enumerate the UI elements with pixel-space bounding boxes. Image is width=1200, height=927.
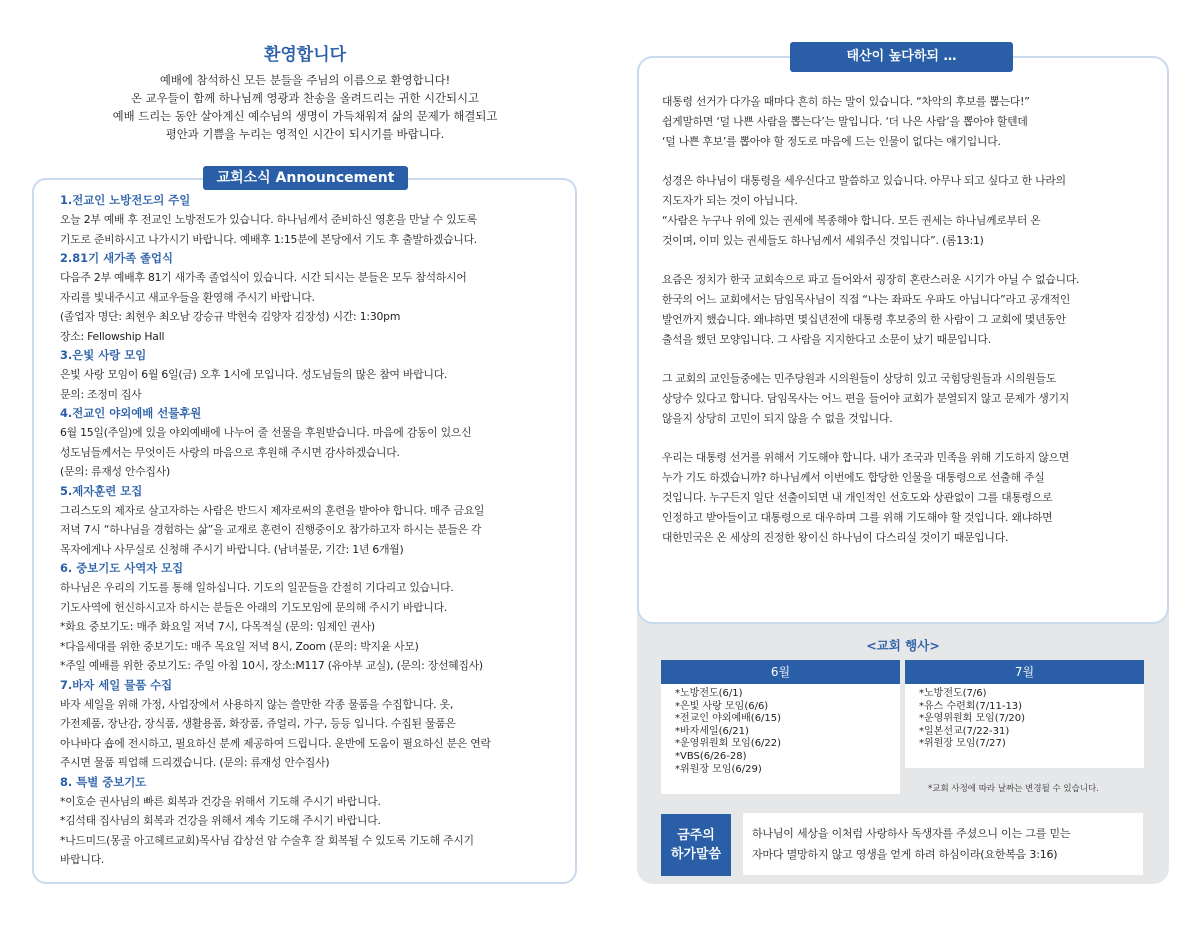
welcome-line: 평안과 기쁨을 누리는 영적인 시간이 되시기를 바랍니다. <box>165 127 445 141</box>
announcement-line: 장소: Fellowship Hall <box>60 329 165 343</box>
column-line: ‘덜 나쁜 후보’를 뽑아야 할 정도로 마음에 드는 인물이 없다는 얘기입니다. <box>662 135 1001 148</box>
column-line: 지도자가 되는 것이 아닙니다. <box>662 194 798 207</box>
announcement-line: 성도님들께서는 무엇이든 사랑의 마음으로 후원해 주시면 감사하겠습니다. <box>60 445 400 459</box>
event-item: *VBS(6/26-28) <box>675 750 747 762</box>
announcement-line: 그리스도의 제자로 살고자하는 사람은 반드시 제자로써의 훈련을 받아야 합니다. 매주 금요일 <box>60 503 485 517</box>
verse-label-line: 하가말씀 <box>670 847 722 862</box>
welcome-section <box>40 40 570 143</box>
welcome-line: 온 교우들이 함께 하나님께 영광과 찬송을 올려드리는 귀한 시간되시고 <box>130 91 480 105</box>
column-paragraph <box>662 448 1152 548</box>
column-line: 쉽게말하면 ‘덜 나쁜 사람을 뽑는다’는 말입니다. ‘더 나은 사람’을 뽑아야 할텐데 <box>662 115 1028 128</box>
announcement-line: *이호순 권사님의 빠른 회복과 건강을 위해서 기도해 주시기 바랍니다. <box>60 794 381 808</box>
announcement-line: *주일 예배를 위한 중보기도: 주일 아침 10시, 장소:M117 (유아부 교실), (문의: 장선혜집사) <box>60 659 483 672</box>
announcement-line: 기도로 준비하시고 나가시기 바랍니다. 예배후 1:15분에 본당에서 기도 후 출발하겠습니다. <box>60 232 478 246</box>
column-line: 것이며, 이미 있는 권세들도 하나님께서 세워주신 것입니다”. (롬13:1) <box>662 234 984 247</box>
announcement-line: 은빛 사랑 모임이 6월 6일(금) 오후 1시에 모입니다. 성도님들의 많은 참여 바랍니다. <box>60 368 448 381</box>
column-line: 않을지 상당히 고민이 되지 않을 수 없을 것입니다. <box>662 412 893 425</box>
announcement-line: 다음주 2부 예배후 81기 새가족 졸업식이 있습니다. 시간 되시는 분들은 모두 참석하시어 <box>60 271 467 284</box>
events-title: <교회 행사> <box>866 638 940 653</box>
event-item: *노방전도(7/6) <box>919 688 987 699</box>
column-line: 인정하고 받아들이고 대통령으로 대우하며 그를 위해 기도해야 할 것입니다. 왜냐하면 <box>662 511 1053 524</box>
column-paragraph <box>662 92 1152 152</box>
announcement-line: 오늘 2부 예배 후 전교인 노방전도가 있습니다. 하나님께서 준비하신 영혼을 만날 수 있도록 <box>60 213 477 226</box>
column-line: 누가 기도 하겠습니까? 하나님께서 이번에도 합당한 인물을 대통령으로 선출해 주실 <box>662 471 1045 484</box>
july-header: 7월 <box>905 660 1144 684</box>
event-item: *일본선교(7/22-31) <box>919 725 1010 737</box>
event-item: *운영위원회 모임(6/22) <box>675 738 782 750</box>
column-paragraph <box>662 270 1152 350</box>
welcome-line: 예배에 참석하신 모든 분들을 주님의 이름으로 환영합니다! <box>159 73 451 87</box>
announcement-item <box>60 346 565 404</box>
weekly-verse-text <box>743 813 1143 875</box>
announcement-heading: 6. 중보기도 사역자 모집 <box>60 561 184 575</box>
announcement-line: (문의: 류재성 안수집사) <box>60 465 170 478</box>
weekly-verse-label <box>661 814 731 876</box>
announcement-line: 아나바다 숍에 전시하고, 필요하신 분께 제공하여 드립니다. 운반에 도움이 필요하신 분은 연락 <box>60 736 491 750</box>
announcement-item <box>60 191 565 249</box>
event-item: *유스 수련회(7/11-13) <box>919 700 1023 712</box>
column-line: 한국의 어느 교회에서는 담임목사님이 직접 “나는 좌파도 우파도 아닙니다”라고 공개적인 <box>662 293 1071 306</box>
column-line: “사람은 누구나 위에 있는 권세에 복종해야 합니다. 모든 권세는 하나님께로부터 온 <box>662 214 1041 227</box>
events-note: *교회 사정에 따라 날짜는 변경될 수 있습니다. <box>928 784 1099 794</box>
announcement-line: 바자 세일을 위해 가정, 사업장에서 사용하지 않는 쓸만한 각종 물품을 수집합니다. 옷, <box>60 697 454 711</box>
welcome-title: 환영합니다 <box>263 45 347 65</box>
announcement-heading: 8. 특별 중보기도 <box>60 774 147 789</box>
announcement-heading: 2.81기 새가족 졸업식 <box>60 251 174 265</box>
announcement-line: 문의: 조정미 집사 <box>60 387 142 401</box>
announcement-line: 저녁 7시 “하나님을 경험하는 삶”을 교재로 훈련이 진행중이오 참가하고자 하시는 분들은 각 <box>60 523 482 536</box>
announcement-line: 기도사역에 헌신하시고자 하시는 분들은 아래의 기도모임에 문의해 주시기 바랍니다. <box>60 600 448 614</box>
event-item: *은빛 사랑 모임(6/6) <box>675 700 769 712</box>
column-line: 그 교회의 교인들중에는 민주당원과 시의원들이 상당히 있고 국힘당원들과 시의원들도 <box>662 372 1057 385</box>
column-line: 것입니다. 누구든지 일단 선출이되면 내 개인적인 선호도와 상관없이 그를 대통령으로 <box>662 491 1053 504</box>
column-line: 발언까지 했습니다. 왜냐하면 몇십년전에 대통령 후보중의 한 사람이 그 교회에 몇년동안 <box>662 313 1066 326</box>
column-paragraph <box>662 369 1152 429</box>
announcement-item <box>60 559 565 676</box>
announcement-line: *다음세대를 위한 중보기도: 매주 목요일 저녁 8시, Zoom (문의: 박지윤 사모) <box>60 639 419 653</box>
announcement-line: 6월 15일(주일)에 있을 야외예배에 나누어 줄 선물을 후원받습니다. 마음에 감동이 있으신 <box>60 426 472 439</box>
announcement-item <box>60 404 565 482</box>
announcement-list <box>60 191 565 870</box>
announcement-line: 바랍니다. <box>60 853 105 866</box>
announcement-item <box>60 676 565 773</box>
column-paragraph <box>662 171 1152 251</box>
column-title: 태산이 높다하되 … <box>790 42 1013 72</box>
announcement-heading: 7.바자 세일 물품 수집 <box>60 677 173 692</box>
event-item: *전교인 야외예배(6/15) <box>675 713 782 725</box>
announcement-line: 주시면 물품 픽업해 드리겠습니다. (문의: 류재성 안수집사) <box>60 756 330 769</box>
column-line: 성경은 하나님이 대통령을 세우신다고 말씀하고 있습니다. 아무나 되고 싶다고 한 나라의 <box>662 174 1066 187</box>
announcement-title: 교회소식 Announcement <box>203 166 408 190</box>
june-events <box>661 684 900 794</box>
announcement-line: 가전제품, 장난감, 장식품, 생활용품, 화장품, 쥬얼리, 가구, 등등 입니다. 수집된 물품은 <box>60 717 456 730</box>
welcome-line: 예배 드리는 동안 살아계신 예수님의 생명이 가득채워져 삶의 문제가 해결되고 <box>112 109 498 123</box>
column-line: 상당수 있다고 합니다. 담임목사는 어느 편을 들어야 교회가 분열되지 않고 문제가 생기지 <box>662 392 1070 405</box>
column-line: 대통령 선거가 다가올 때마다 흔히 하는 말이 있습니다. “차악의 후보를 뽑는다!” <box>662 95 1030 108</box>
announcement-item <box>60 773 565 870</box>
announcement-item <box>60 249 565 346</box>
event-item: *바자세일(6/21) <box>675 725 749 737</box>
verse-line: 자마다 멸망하지 않고 영생을 얻게 하려 하심이라(요한복음 3:16) <box>752 848 1058 861</box>
announcement-line: *화요 중보기도: 매주 화요일 저녁 7시, 다목적실 (문의: 임제인 권사) <box>60 620 375 633</box>
column-line: 출석을 했던 모양입니다. 그 사람을 지지한다고 소문이 났기 때문입니다. <box>662 333 991 346</box>
announcement-line: 자리를 빛내주시고 새교우들을 환영해 주시기 바랍니다. <box>60 290 315 304</box>
announcement-heading: 1.전교인 노방전도의 주일 <box>60 193 191 207</box>
announcement-line: 하나님은 우리의 기도를 통해 일하십니다. 기도의 일꾼들을 간절히 기다리고 있습니다. <box>60 581 454 594</box>
announcement-heading: 3.은빛 사랑 모임 <box>60 348 147 362</box>
july-events <box>905 684 1144 768</box>
event-item: *운영위원회 모임(7/20) <box>919 713 1026 725</box>
announcement-heading: 5.제자훈련 모집 <box>60 483 143 498</box>
announcement-line: *김석태 집사님의 회복과 건강을 위해서 계속 기도해 주시기 바랍니다. <box>60 814 381 827</box>
announcement-line: *나드미드(몽골 아고헤르교회)목사님 갑상선 암 수술후 잘 회복될 수 있도록 기도해 주시기 <box>60 833 474 847</box>
june-header: 6월 <box>661 660 900 684</box>
event-item: *위원장 모임(6/29) <box>675 763 762 775</box>
column-line: 우리는 대통령 선거를 위해서 기도해야 합니다. 내가 조국과 민족을 위해 기도하지 않으면 <box>662 451 1070 464</box>
column-line: 요즘은 정치가 한국 교회속으로 파고 들어와서 굉장히 혼란스러운 시기가 아닐 수 없습니다. <box>662 273 1080 286</box>
announcement-item <box>60 482 565 560</box>
verse-label-line: 금주의 <box>677 828 715 843</box>
announcement-line: 목자에게나 사무실로 신청해 주시기 바랍니다. (남녀불문, 기간: 1년 6개월) <box>60 542 404 556</box>
announcement-line: (졸업자 명단: 최현우 최오남 강승규 박현숙 김양자 김장성) 시간: 1:30pm <box>60 310 401 323</box>
announcement-heading: 4.전교인 야외예배 선물후원 <box>60 406 202 420</box>
verse-line: 하나님이 세상을 이처럼 사랑하사 독생자를 주셨으니 이는 그를 믿는 <box>752 827 1071 840</box>
event-item: *노방전도(6/1) <box>675 688 743 699</box>
column-essay <box>662 92 1152 567</box>
column-line: 대한민국은 온 세상의 진정한 왕이신 하나님이 다스리실 것이기 때문입니다. <box>662 531 1009 544</box>
event-item: *위원장 모임(7/27) <box>919 738 1006 750</box>
